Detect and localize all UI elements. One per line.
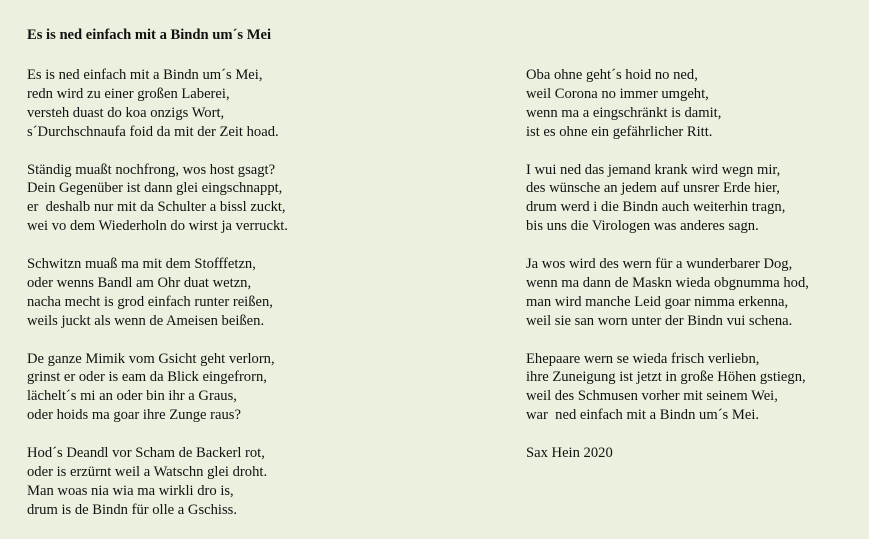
poem-line: Es is ned einfach mit a Bindn um´s Mei,	[27, 67, 263, 83]
stanza	[27, 161, 487, 237]
poem-line: weil Corona no immer umgeht,	[526, 85, 709, 102]
poem-line: Ständig muaßt nochfrong, wos host gsagt?	[27, 161, 276, 178]
poem-line: Ehepaare wern se wieda frisch verliebn,	[526, 350, 760, 367]
poem-signature: Sax Hein 2020	[526, 445, 613, 462]
stanza	[27, 66, 487, 142]
poem-line: oder wenns Bandl am Ohr duat wetzn,	[27, 274, 252, 291]
poem-line: wei vo dem Wiederholn do wirst ja verruckt.	[27, 218, 288, 235]
poem-line: ist es ohne ein gefährlicher Ritt.	[526, 123, 713, 140]
poem-left-column	[27, 66, 487, 539]
stanza	[526, 66, 856, 142]
poem-line: oder is erzürnt weil a Watschn glei droht.	[27, 463, 268, 480]
poem-line: redn wird zu einer großen Laberei,	[27, 85, 230, 102]
poem-line: drum is de Bindn für olle a Gschiss.	[27, 501, 237, 518]
poem-line: Schwitzn muaß ma mit dem Stofffetzn,	[27, 256, 256, 273]
poem-line: wenn ma a eingschränkt is damit,	[526, 104, 722, 121]
poem-line: Man woas nia wia ma wirkli dro is,	[27, 482, 234, 499]
poem-line: war ned einfach mit a Bindn um´s Mei.	[526, 407, 760, 424]
poem-line: wenn ma dann de Maskn wieda obgnumma hod,	[526, 274, 809, 291]
poem-title: Es is ned einfach mit a Bindn um´s Mei	[27, 27, 272, 43]
stanza	[526, 161, 856, 237]
poem-line: Dein Gegenüber ist dann glei eingschnappt,	[27, 180, 283, 197]
poem-line: versteh duast do koa onzigs Wort,	[27, 104, 225, 121]
poem-line: ihre Zuneigung ist jetzt in große Höhen gstiegn,	[526, 369, 806, 386]
poem-line: lächelt´s mi an oder bin ihr a Graus,	[27, 388, 237, 405]
poem-line: Hod´s Deandl vor Scham de Backerl rot,	[27, 445, 265, 462]
stanza	[526, 350, 856, 426]
poem-line: I wui ned das jemand krank wird wegn mir,	[526, 161, 781, 178]
poem-line: weils juckt als wenn de Ameisen beißen.	[27, 312, 265, 329]
poem-line: drum werd i die Bindn auch weiterhin tragn,	[526, 199, 786, 216]
poem-line: Oba ohne geht´s hoid no ned,	[526, 67, 698, 83]
poem-line: s´Durchschnaufa foid da mit der Zeit hoad.	[27, 123, 279, 140]
poem-line: De ganze Mimik vom Gsicht geht verlorn,	[27, 350, 275, 367]
poem-line: Ja wos wird des wern für a wunderbarer Dog,	[526, 256, 793, 273]
stanza	[27, 444, 487, 520]
poem-right-column	[526, 66, 856, 463]
poem-line: weil des Schmusen vorher mit seinem Wei,	[526, 388, 778, 405]
poem-line: man wird manche Leid goar nimma erkenna,	[526, 293, 789, 310]
stanza	[27, 255, 487, 331]
stanza	[27, 350, 487, 426]
stanza	[526, 255, 856, 331]
poem-line: grinst er oder is eam da Blick eingefrorn,	[27, 369, 267, 386]
poem-line: er deshalb nur mit da Schulter a bissl zuckt,	[27, 199, 286, 216]
poem-line: bis uns die Virologen was anderes sagn.	[526, 218, 759, 235]
poem-line: weil sie san worn unter der Bindn vui schena.	[526, 312, 793, 329]
poem-line: nacha mecht is grod einfach runter reißen,	[27, 293, 273, 310]
poem-line: des wünsche an jedem auf unsrer Erde hier,	[526, 180, 780, 197]
poem-line: oder hoids ma goar ihre Zunge raus?	[27, 407, 241, 424]
